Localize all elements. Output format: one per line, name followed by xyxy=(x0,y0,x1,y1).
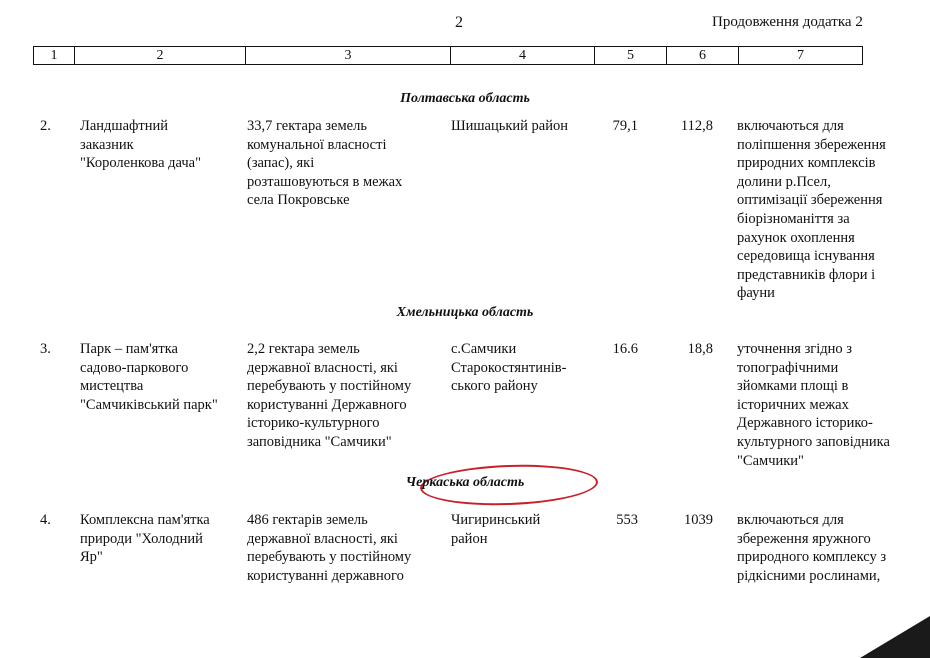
area-before: 553 xyxy=(616,512,638,528)
column-header-2: 2 xyxy=(75,47,246,65)
location: с.Самчики Старокостянтинів- ського району xyxy=(451,341,567,395)
column-number-header xyxy=(33,46,863,65)
region-heading-cherkasy: Черкаська область xyxy=(405,475,525,490)
page-number: 2 xyxy=(455,14,463,31)
land-description: 2,2 гектара земель державної власності, які перебувають у постійному користуванні Державного історико-культурного заповідника "Самчики" xyxy=(247,341,412,450)
object-name: Ландшафтний заказник "Короленкова дача" xyxy=(80,118,202,172)
column-header-5: 5 xyxy=(595,47,667,65)
area-before: 16.6 xyxy=(612,341,638,357)
location: Чигиринський район xyxy=(451,512,541,547)
column-header-4: 4 xyxy=(451,47,595,65)
object-name: Комплексна пам'ятка природи "Холодний Яр" xyxy=(80,512,210,566)
column-header-1: 1 xyxy=(34,47,75,65)
region-heading-poltava: Полтавська область xyxy=(400,91,530,106)
area-after: 18,8 xyxy=(687,341,713,357)
page-corner-shadow xyxy=(840,598,930,658)
row-number: 4. xyxy=(40,512,51,528)
inclusion-reason: уточнення згідно з топографічними зйомками площі в історичних межах Державного історико- культурного заповідника "Самчики" xyxy=(737,341,890,469)
area-after: 112,8 xyxy=(680,118,713,134)
region-heading-khmelnytskyi: Хмельницька область xyxy=(396,305,534,320)
row-number: 3. xyxy=(40,341,51,357)
appendix-continuation: Продовження додатка 2 xyxy=(712,14,863,30)
column-header-3: 3 xyxy=(246,47,451,65)
object-name: Парк – пам'ятка садово-паркового мистецтва "Самчиківський парк" xyxy=(80,341,218,413)
column-header-6: 6 xyxy=(667,47,739,65)
inclusion-reason: включаються для збереження яружного природного комплексу з рідкісними рослинами, xyxy=(737,512,887,584)
column-header-7: 7 xyxy=(739,47,863,65)
area-before: 79,1 xyxy=(612,118,638,134)
location: Шишацький район xyxy=(451,118,569,134)
inclusion-reason: включаються для поліпшення збереження природних комплексів долини р.Псел, оптимізації збереження біорізноманіття за рахунок охоплення середовища існування представників флори і фауни xyxy=(737,118,886,302)
row-number: 2. xyxy=(40,118,51,134)
land-description: 486 гектарів земель державної власності, які перебувають у постійному користуванні державного xyxy=(247,512,412,584)
area-after: 1039 xyxy=(684,512,713,528)
land-description: 33,7 гектара земель комунальної власності (запас), які розташовуються в межах села Покровське xyxy=(247,118,403,209)
